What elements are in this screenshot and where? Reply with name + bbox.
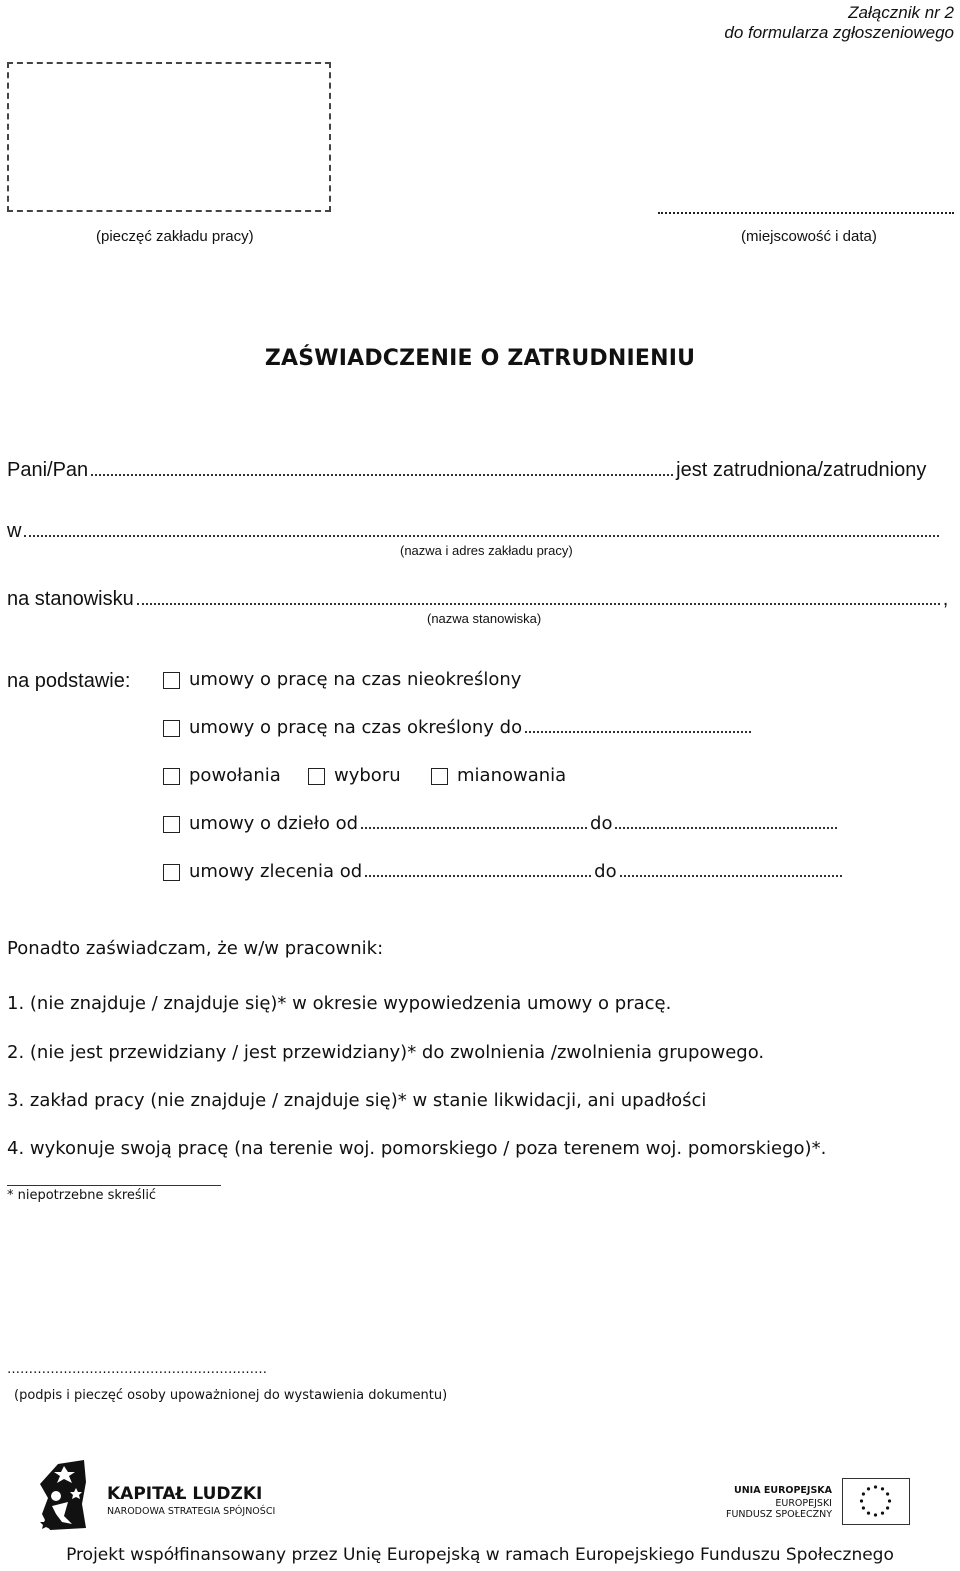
option-work-contract-line [189,813,840,834]
workplace-field[interactable] [24,535,939,537]
kapital-ludzki-subtitle: NARODOWA STRATEGIA SPÓJNOŚCI [107,1506,276,1517]
work-contract-to-field[interactable] [615,827,837,829]
checkbox-definite-contract[interactable] [163,720,180,737]
position-caption: (nazwa stanowiska) [427,611,542,626]
eu-line-1: UNIA EUROPEJSKA [734,1485,832,1496]
eu-line-3: FUNDUSZ SPOŁECZNY [726,1509,832,1520]
work-contract-to-label: do [590,813,613,834]
position-line [7,588,948,611]
option-nomination: mianowania [457,765,567,786]
statement-item: 4. wykonuje swoją pracę (na terenie woj. pomorskiego / poza terenem woj. pomorskiego)*. [7,1138,827,1159]
checkbox-commission-contract[interactable] [163,864,180,881]
position-label: na stanowisku [7,588,134,610]
checkbox-appointment[interactable] [163,768,180,785]
checkbox-nomination[interactable] [431,768,448,785]
checkbox-work-contract[interactable] [163,816,180,833]
option-election: wyboru [334,765,401,786]
option-definite-contract-line [189,717,754,738]
eu-line-2: EUROPEJSKI [775,1498,832,1509]
annex-form-reference: do formularza zgłoszeniowego [724,23,954,42]
commission-contract-to-field[interactable] [620,875,842,877]
document-title: ZAŚWIADCZENIE O ZATRUDNIENIU [264,346,696,371]
checkbox-indefinite-contract[interactable] [163,672,180,689]
statements-intro: Ponadto zaświadczam, że w/w pracownik: [7,938,384,959]
option-commission-contract-line [189,861,845,882]
kapital-ludzki-title: KAPITAŁ LUDZKI [107,1484,263,1504]
footnote-rule [7,1185,221,1186]
w-label: w [7,520,22,542]
commission-contract-from-field[interactable] [365,875,591,877]
checkbox-election[interactable] [308,768,325,785]
pani-pan-label: Pani/Pan [7,459,89,481]
statement-item: 2. (nie jest przewidziany / jest przewidziany)* do zwolnienia /zwolnienia grupowego. [7,1042,765,1063]
annex-number: Załącznik nr 2 [848,3,954,22]
commission-contract-to-label: do [594,861,617,882]
place-date-line[interactable] [658,212,954,214]
company-stamp-box[interactable] [7,62,331,212]
option-commission-contract: umowy zlecenia od [189,861,363,882]
basis-label: na podstawie: [7,670,131,692]
place-date-caption: (miejscowość i data) [741,228,877,245]
statement-item: 1. (nie znajduje / znajduje się)* w okresie wypowiedzenia umowy o pracę. [7,993,672,1014]
option-definite-contract: umowy o pracę na czas określony do [189,717,523,738]
stamp-caption: (pieczęć zakładu pracy) [96,228,254,245]
funding-footer: Projekt współfinansowany przez Unię Europejską w ramach Europejskiego Funduszu Społecznego [66,1545,894,1565]
option-appointment: powołania [189,765,281,786]
employee-name-field[interactable] [91,474,673,476]
definite-contract-date-field[interactable] [525,731,751,733]
employee-name-line [7,459,926,482]
eu-flag-icon [842,1478,910,1525]
position-field[interactable] [137,603,940,605]
workplace-caption: (nazwa i adres zakładu pracy) [400,543,573,558]
work-contract-from-field[interactable] [361,827,587,829]
footnote: * niepotrzebne skreślić [7,1188,157,1203]
position-comma: , [942,588,949,610]
option-indefinite-contract: umowy o pracę na czas nieokreślony [189,669,522,690]
workplace-line [7,520,942,543]
option-work-contract: umowy o dzieło od [189,813,359,834]
employed-label: jest zatrudniona/zatrudniony [676,459,927,481]
signature-caption: (podpis i pieczęć osoby upoważnionej do wystawienia dokumentu) [14,1388,448,1403]
statement-item: 3. zakład pracy (nie znajduje / znajduje się)* w stanie likwidacji, ani upadłości [7,1090,707,1111]
signature-field[interactable]: …………………………………………………… [7,1362,267,1377]
kapital-ludzki-logo-icon [38,1458,90,1534]
